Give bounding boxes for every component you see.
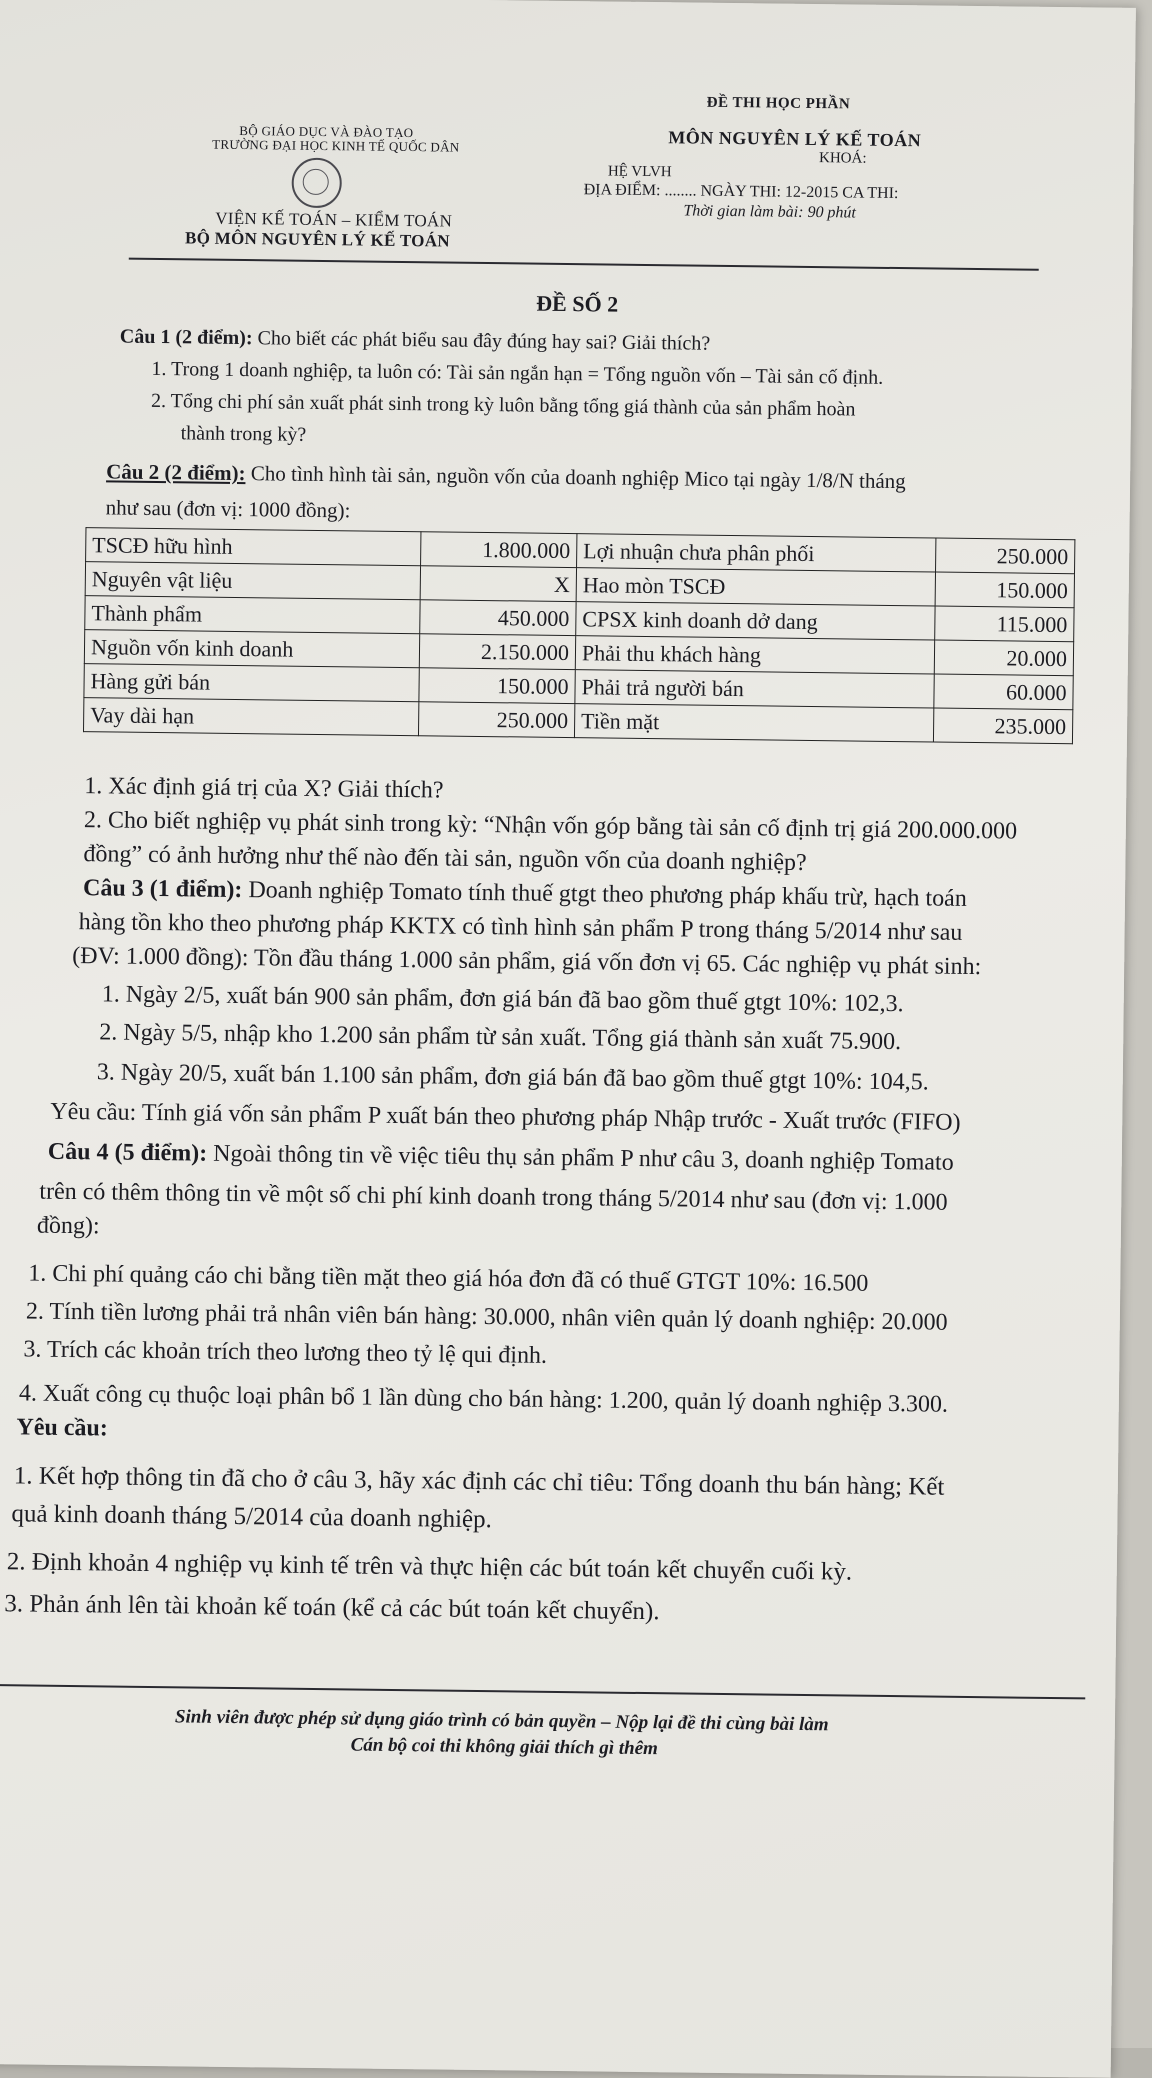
question-2-item: 1. Xác định giá trị của X? Giải thích? <box>84 773 444 804</box>
question-4-item: 1. Chi phí quảng cáo chi bằng tiền mặt theo giá hóa đơn đã có thuế GTGT 10%: 16.500 <box>28 1260 869 1297</box>
question-3-text-line: hàng tồn kho theo phương pháp KKTX có tình hình sản phẩm P trong tháng 5/2014 như sau <box>78 909 963 946</box>
university-logo <box>291 158 342 209</box>
question-3-title <box>83 875 967 913</box>
question-3-text: Doanh nghiệp Tomato tính thuế gtgt theo phương pháp khấu trừ, hạch toán <box>242 877 967 912</box>
asset-value-cell: X <box>420 566 577 602</box>
question-2-text: Cho tình hình tài sản, nguồn vốn của doanh nghiệp Mico tại ngày 1/8/N tháng <box>245 461 906 494</box>
asset-value-cell: 450.000 <box>419 600 576 636</box>
question-4-requirement: quả kinh doanh tháng 5/2014 của doanh nghiệp. <box>11 1500 493 1534</box>
item-name-cell: CPSX kinh doanh dở dang <box>576 602 936 640</box>
question-4-requirement-label: Yêu cầu: <box>16 1414 108 1442</box>
question-4-title <box>48 1139 954 1177</box>
question-1-item: thành trong kỳ? <box>180 422 307 446</box>
item-name-cell: Tiền mặt <box>574 704 934 742</box>
question-1-item: 2. Tổng chi phí sản xuất phát sinh trong kỳ luôn bằng tổng giá thành của sản phẩm hoàn <box>150 389 856 421</box>
question-4-label: Câu 4 (5 điểm): <box>47 1138 208 1167</box>
item-value-cell: 250.000 <box>936 538 1075 574</box>
question-2-item: đồng” có ảnh hưởng như thế nào đến tài sản, nguồn vốn của doanh nghiệp? <box>83 841 807 876</box>
ministry-name: BỘ GIÁO DỤC VÀ ĐÀO TẠO <box>239 122 414 141</box>
question-2-unit: như sau (đơn vị: 1000 đồng): <box>105 495 351 523</box>
question-4-text-line: đồng): <box>36 1212 100 1240</box>
institute-name: VIỆN KẾ TOÁN – KIỂM TOÁN <box>215 208 453 231</box>
question-4-requirement: 2. Định khoản 4 nghiệp vụ kinh tế trên và thực hiện các bút toán kết chuyển cuối kỳ. <box>6 1548 853 1586</box>
question-1-label: Câu 1 (2 điểm): <box>119 325 253 350</box>
question-2-title <box>106 459 906 494</box>
question-1-title <box>120 326 711 356</box>
university-name: TRƯỜNG ĐẠI HỌC KINH TẾ QUỐC DÂN <box>212 136 460 155</box>
header-divider <box>129 258 1039 271</box>
exam-duration: Thời gian làm bài: 90 phút <box>683 202 857 222</box>
course-label: KHOÁ: <box>818 150 867 167</box>
question-4-item: 4. Xuất công cụ thuộc loại phân bổ 1 lần dùng cho bán hàng: 1.200, quản lý doanh nghiệp 3.300. <box>18 1380 949 1418</box>
department-name: BỘ MÔN NGUYÊN LÝ KẾ TOÁN <box>184 228 451 251</box>
subject-name: MÔN NGUYÊN LÝ KẾ TOÁN <box>668 127 922 151</box>
asset-name-cell: Nguyên vật liệu <box>85 562 420 600</box>
question-3-item: 1. Ngày 2/5, xuất bán 900 sản phẩm, đơn giá bán đã bao gồm thuế gtgt 10%: 102,3. <box>101 981 904 1018</box>
item-value-cell: 60.000 <box>934 674 1073 710</box>
footer-divider <box>0 1684 1085 1699</box>
item-value-cell: 235.000 <box>934 708 1073 744</box>
question-4-item: 3. Trích các khoản trích theo lương theo tỷ lệ qui định. <box>23 1336 548 1369</box>
question-4-text: Ngoài thông tin về việc tiêu thụ sản phẩm P như câu 3, doanh nghiệp Tomato <box>207 1140 954 1176</box>
question-1-item: 1. Trong 1 doanh nghiệp, ta luôn có: Tài sản ngắn hạn = Tổng nguồn vốn – Tài sản cố định. <box>151 357 884 389</box>
question-4-requirement: 1. Kết hợp thông tin đã cho ở câu 3, hãy xác định các chỉ tiêu: Tổng doanh thu bán hàng; Kết <box>13 1462 945 1501</box>
question-4-item: 2. Tính tiền lương phải trả nhân viên bán hàng: 30.000, nhân viên quản lý doanh nghiệp: 20.000 <box>25 1298 948 1336</box>
asset-name-cell: TSCĐ hữu hình <box>86 528 421 566</box>
question-4-text-line: trên có thêm thông tin về một số chi phí kinh doanh trong tháng 5/2014 như sau (đơn vị: 1.000 <box>39 1178 948 1216</box>
exam-number: ĐỀ SỐ 2 <box>536 290 619 317</box>
asset-name-cell: Vay dài hạn <box>83 698 418 736</box>
question-3-text-line: (ĐV: 1.000 đồng): Tồn đầu tháng 1.000 sản phẩm, giá vốn đơn vị 65. Các nghiệp vụ phát sinh: <box>72 943 982 981</box>
item-value-cell: 150.000 <box>935 572 1074 608</box>
asset-value-cell: 250.000 <box>418 702 575 738</box>
asset-name-cell: Nguồn vốn kinh doanh <box>84 630 419 668</box>
question-2-item: 2. Cho biết nghiệp vụ phát sinh trong kỳ: “Nhận vốn góp bằng tài sản cố định trị giá 200.000.000 <box>83 807 1018 845</box>
asset-value-cell: 150.000 <box>418 668 575 704</box>
item-name-cell: Hao mòn TSCĐ <box>576 568 936 606</box>
question-3-label: Câu 3 (1 điểm): <box>82 875 243 904</box>
question-3-item: 3. Ngày 20/5, xuất bán 1.100 sản phẩm, đơn giá bán đã bao gồm thuế gtgt 10%: 104,5. <box>96 1059 929 1096</box>
program-label: HỆ VLVH <box>607 163 672 181</box>
question-4-requirement: 3. Phản ánh lên tài khoản kế toán (kể cả các bút toán kết chuyển). <box>4 1590 660 1626</box>
exam-location-date: ĐỊA ĐIỂM: ........ NGÀY THI: 12-2015 CA THI: <box>583 181 899 203</box>
question-2-label: Câu 2 (2 điểm): <box>106 459 246 486</box>
balance-table <box>83 527 1075 744</box>
question-3-item: 2. Ngày 5/5, nhập kho 1.200 sản phẩm từ sản xuất. Tổng giá thành sản xuất 75.900. <box>99 1019 902 1056</box>
asset-value-cell: 1.800.000 <box>420 532 577 568</box>
question-1-text: Cho biết các phát biểu sau đây đúng hay sai? Giải thích? <box>252 327 711 355</box>
item-name-cell: Lợi nhuận chưa phân phối <box>577 534 937 572</box>
item-name-cell: Phải trả người bán <box>575 670 935 708</box>
asset-name-cell: Hàng gửi bán <box>84 664 419 702</box>
asset-name-cell: Thành phẩm <box>85 596 420 634</box>
asset-value-cell: 2.150.000 <box>419 634 576 670</box>
exam-title: ĐỀ THI HỌC PHẦN <box>706 94 851 113</box>
footer-note: Sinh viên được phép sử dụng giáo trình có bản quyền – Nộp lại đề thi cùng bài làm <box>174 1706 829 1736</box>
footer-note: Cán bộ coi thi không giải thích gì thêm <box>350 1734 658 1760</box>
item-name-cell: Phải thu khách hàng <box>575 636 935 674</box>
item-value-cell: 20.000 <box>935 640 1074 676</box>
item-value-cell: 115.000 <box>935 606 1074 642</box>
question-3-requirement: Yêu cầu: Tính giá vốn sản phẩm P xuất bán theo phương pháp Nhập trước - Xuất trước (FIFO) <box>50 1098 961 1136</box>
